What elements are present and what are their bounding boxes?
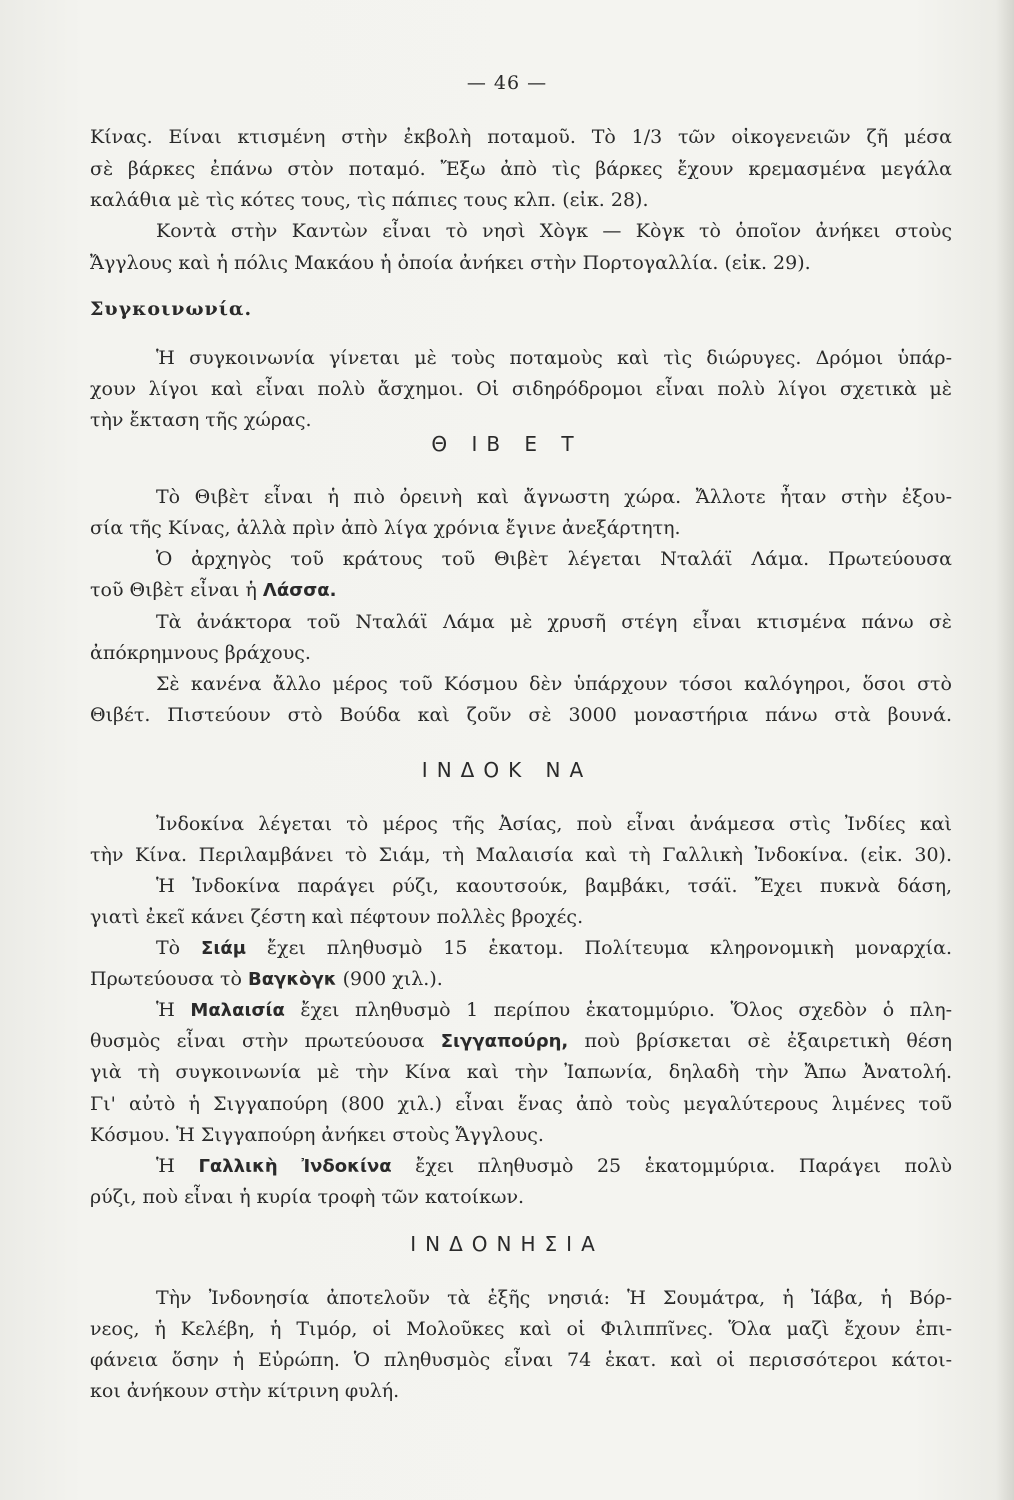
text-line: Ὁ ἀρχηγὸς τοῦ κράτους τοῦ Θιβὲτ λέγεται Νταλάϊ Λάμα. Πρωτεύουσα bbox=[156, 548, 952, 570]
page-edge-shadow bbox=[996, 0, 1014, 1500]
text-line bbox=[90, 577, 952, 604]
text-line: Κόσμου. Ἡ Σιγγαπούρη ἀνήκει στοὺς Ἄγγλους. bbox=[90, 1124, 544, 1146]
text-span: ἔχει πληθυσμὸ 1 περίπου ἑκατομμύριο. Ὅλος σχεδὸν ὁ πλη- bbox=[300, 999, 952, 1021]
text-span: τοῦ Θιβὲτ εἶναι ἡ bbox=[90, 579, 257, 601]
text-line bbox=[156, 997, 952, 1024]
section-subheading-transport: Συγκοινωνία. bbox=[90, 298, 253, 320]
text-span: Ἡ bbox=[156, 1155, 175, 1177]
text-line bbox=[156, 1153, 952, 1180]
section-heading-tibet: Θ ΙΒ Ε Τ bbox=[431, 432, 583, 456]
text-line: γιὰ τὴ συγκοινωνία μὲ τὴν Κίνα καὶ τὴν Ἰαπωνία, δηλαδὴ τὴν Ἄπω Ἀνατολή. bbox=[90, 1061, 952, 1083]
text-line: Σὲ κανένα ἄλλο μέρος τοῦ Κόσμου δὲν ὑπάρχουν τόσοι καλόγηροι, ὅσοι στὸ bbox=[156, 673, 952, 695]
city-name-bangkok: Βαγκὸγκ bbox=[247, 969, 337, 990]
text-span: ποὺ βρίσκεται σὲ ἐξαιρετικὴ θέση bbox=[584, 1030, 952, 1052]
text-span: Τὸ bbox=[156, 937, 181, 959]
country-name-siam: Σιάμ bbox=[201, 938, 246, 959]
text-span: ἔχει πληθυσμὸ 15 ἑκατομ. Πολίτευμα κληρονομικὴ μοναρχία. bbox=[266, 937, 952, 959]
text-line: Κοντὰ στὴν Καντὼν εἶναι τὸ νησὶ Χὸγκ — Κὸγκ τὸ ὁποῖον ἀνήκει στοὺς bbox=[156, 220, 952, 242]
text-line: κοι ἀνήκουν στὴν κίτρινη φυλή. bbox=[90, 1380, 400, 1402]
text-line bbox=[90, 966, 952, 993]
text-line: Τὸ Θιβὲτ εἶναι ἡ πιὸ ὀρεινὴ καὶ ἄγνωστη χώρα. Ἄλλοτε ἦταν στὴν ἐξου- bbox=[156, 486, 952, 508]
text-line: τὴν ἔκταση τῆς χώρας. bbox=[90, 409, 312, 431]
text-line bbox=[90, 1028, 952, 1055]
text-span: (900 χιλ.). bbox=[342, 968, 443, 990]
text-line: Κίνας. Είναι κτισμένη στὴν ἐκβολὴ ποταμοῦ. Τὸ 1/3 τῶν οἰκογενειῶν ζῆ μέσα bbox=[90, 126, 952, 148]
text-line: Τὴν Ἰνδονησία ἀποτελοῦν τὰ ἑξῆς νησιά: Ἡ Σουμάτρα, ἡ Ἰάβα, ἡ Βόρ- bbox=[156, 1287, 952, 1309]
text-line: σὲ βάρκες ἐπάνω στὸν ποταμό. Ἔξω ἀπὸ τὶς βάρκες ἔχουν κρεμασμένα μεγάλα bbox=[90, 158, 952, 180]
text-line: ρύζι, ποὺ εἶναι ἡ κυρία τροφὴ τῶν κατοίκων. bbox=[90, 1186, 525, 1208]
text-line: τὴν Κίνα. Περιλαμβάνει τὸ Σιάμ, τὴ Μαλαισία καὶ τὴ Γαλλικὴ Ἰνδοκίνα. (εἰκ. 30). bbox=[90, 844, 952, 866]
text-line: φάνεια ὅσην ἡ Εὐρώπη. Ὁ πληθυσμὸς εἶναι 74 ἑκατ. καὶ οἱ περισσότεροι κάτοι- bbox=[90, 1349, 952, 1371]
text-line: Ἡ Ἰνδοκίνα παράγει ρύζι, καουτσούκ, βαμβάκι, τσάϊ. Ἔχει πυκνὰ δάση, bbox=[156, 875, 952, 897]
text-span: θυσμὸς εἶναι στὴν πρωτεύουσα bbox=[90, 1030, 425, 1052]
section-heading-indonesia: ΙΝΔΟΝΗΣΙΑ bbox=[410, 1232, 604, 1256]
text-line: Ἡ συγκοινωνία γίνεται μὲ τοὺς ποταμοὺς καὶ τὶς διώρυγες. Δρόμοι ὑπάρ- bbox=[156, 347, 952, 369]
page-number: — 46 — bbox=[466, 72, 548, 94]
text-line: χουν λίγοι καὶ εἶναι πολὺ ἄσχημοι. Οἱ σιδηρόδρομοι εἶναι πολὺ λίγοι σχετικὰ μὲ bbox=[90, 378, 952, 400]
text-span: Πρωτεύουσα τὸ bbox=[90, 968, 242, 990]
text-line: Γι' αὐτὸ ἡ Σιγγαπούρη (800 χιλ.) εἶναι ἕνας ἀπὸ τοὺς μεγαλύτερους λιμένες τοῦ bbox=[90, 1093, 952, 1115]
text-line: νεος, ἡ Κελέβη, ἡ Τιμόρ, οἱ Μολοῦκες καὶ οἱ Φιλιππῖνες. Ὅλα μαζὶ ἔχουν ἐπι- bbox=[90, 1318, 952, 1340]
country-name-malaysia: Μαλαισία bbox=[190, 1000, 285, 1021]
text-line: Ἰνδοκίνα λέγεται τὸ μέρος τῆς Ἀσίας, ποὺ εἶναι ἀνάμεσα στὶς Ἰνδίες καὶ bbox=[156, 813, 952, 835]
text-line: γιατὶ ἐκεῖ κάνει ζέστη καὶ πέφτουν πολλὲς βροχές. bbox=[90, 906, 584, 928]
text-line: ἀπόκρημνους βράχους. bbox=[90, 642, 311, 664]
text-line: Τὰ ἀνάκτορα τοῦ Νταλάϊ Λάμα μὲ χρυσῆ στέγη εἶναι κτισμένα πάνω σὲ bbox=[156, 611, 952, 633]
country-name-french-indochina: Γαλλικὴ Ἰνδοκίνα bbox=[198, 1156, 392, 1177]
text-span: ἔχει πληθυσμὸ 25 ἑκατομμύρια. Παράγει πολὺ bbox=[415, 1155, 952, 1177]
text-line: Ἄγγλους καὶ ἡ πόλις Μακάου ἡ ὁποία ἀνήκει στὴν Πορτογαλλία. (εἰκ. 29). bbox=[90, 252, 811, 274]
text-span: Ἡ bbox=[156, 999, 175, 1021]
section-heading-indochina: ΙΝΔΟΚ ΝΑ bbox=[421, 758, 593, 782]
text-line: Θιβέτ. Πιστεύουν στὸ Βούδα καὶ ζοῦν σὲ 3000 μοναστήρια πάνω στὰ βουνά. bbox=[90, 704, 952, 726]
text-line: καλάθια μὲ τὶς κότες τους, τὶς πάπιες τους κλπ. (εἰκ. 28). bbox=[90, 189, 649, 211]
city-name-lhasa: Λάσσα. bbox=[262, 580, 337, 601]
city-name-singapore: Σιγγαπούρη, bbox=[440, 1031, 569, 1052]
text-line bbox=[156, 935, 952, 962]
text-line: σία τῆς Κίνας, ἀλλὰ πρὶν ἀπὸ λίγα χρόνια ἔγινε ἀνεξάρτητη. bbox=[90, 517, 681, 539]
